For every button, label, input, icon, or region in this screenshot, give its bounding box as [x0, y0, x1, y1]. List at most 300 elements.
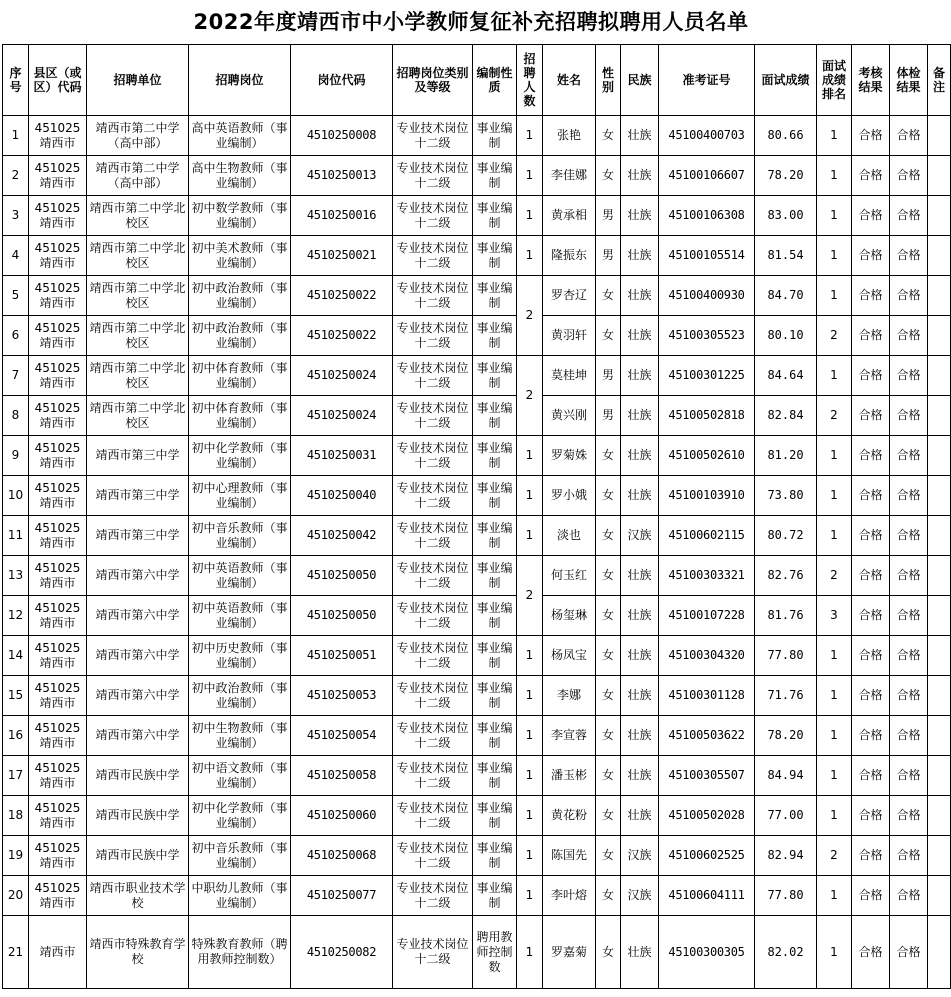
remarks-cell	[928, 796, 951, 836]
candidate-name-cell: 罗杏辽	[543, 276, 596, 316]
candidate-name-cell: 李佳娜	[543, 156, 596, 196]
row-number-cell: 13	[3, 556, 29, 596]
ethnicity-cell: 壮族	[621, 796, 659, 836]
candidate-name-cell: 李宣蓉	[543, 716, 596, 756]
post-category-cell: 专业技术岗位十二级	[393, 276, 473, 316]
assessment-result-cell: 合格	[852, 396, 890, 436]
table-row	[3, 716, 951, 756]
admission-ticket-cell: 45100301225	[659, 356, 755, 396]
candidate-name-cell: 陈国先	[543, 836, 596, 876]
ethnicity-cell: 壮族	[621, 716, 659, 756]
hiring-count-cell: 1	[517, 156, 543, 196]
admission-ticket-cell: 45100604111	[659, 876, 755, 916]
post-category-cell: 专业技术岗位十二级	[393, 876, 473, 916]
hiring-count-cell: 1	[517, 116, 543, 156]
staffing-nature-cell: 事业编制	[473, 196, 517, 236]
interview-rank-cell: 1	[817, 876, 852, 916]
table-row	[3, 436, 951, 476]
hiring-post-cell: 初中政治教师（事业编制）	[189, 676, 291, 716]
gender-cell: 男	[596, 196, 621, 236]
interview-rank-cell: 1	[817, 116, 852, 156]
gender-cell: 女	[596, 156, 621, 196]
admission-ticket-cell: 45100105514	[659, 236, 755, 276]
post-code-cell: 4510250077	[291, 876, 393, 916]
post-code-cell: 4510250082	[291, 916, 393, 989]
row-number-cell: 5	[3, 276, 29, 316]
post-code-cell: 4510250024	[291, 396, 393, 436]
remarks-cell	[928, 156, 951, 196]
interview-rank-cell: 1	[817, 156, 852, 196]
medical-result-cell: 合格	[890, 636, 928, 676]
remarks-cell	[928, 236, 951, 276]
admission-ticket-cell: 45100400930	[659, 276, 755, 316]
gender-cell: 女	[596, 556, 621, 596]
post-code-cell: 4510250060	[291, 796, 393, 836]
candidate-name-cell: 罗小娥	[543, 476, 596, 516]
staffing-nature-cell: 事业编制	[473, 516, 517, 556]
remarks-cell	[928, 556, 951, 596]
staffing-nature-cell: 事业编制	[473, 636, 517, 676]
medical-result-cell: 合格	[890, 276, 928, 316]
assessment-result-cell: 合格	[852, 116, 890, 156]
remarks-cell	[928, 756, 951, 796]
row-number-cell: 20	[3, 876, 29, 916]
table-row	[3, 556, 951, 596]
remarks-cell	[928, 356, 951, 396]
candidate-name-cell: 淡也	[543, 516, 596, 556]
interview-score-cell: 77.80	[755, 876, 817, 916]
staffing-nature-cell: 事业编制	[473, 716, 517, 756]
remarks-cell	[928, 876, 951, 916]
remarks-cell	[928, 716, 951, 756]
ethnicity-cell: 壮族	[621, 676, 659, 716]
hiring-post-cell: 初中语文教师（事业编制）	[189, 756, 291, 796]
gender-cell: 女	[596, 756, 621, 796]
medical-result-cell: 合格	[890, 796, 928, 836]
gender-cell: 女	[596, 596, 621, 636]
assessment-result-cell: 合格	[852, 636, 890, 676]
column-header: 姓名	[543, 45, 596, 116]
post-category-cell: 专业技术岗位十二级	[393, 676, 473, 716]
assessment-result-cell: 合格	[852, 916, 890, 989]
interview-score-cell: 77.00	[755, 796, 817, 836]
hiring-post-cell: 初中化学教师（事业编制）	[189, 796, 291, 836]
ethnicity-cell: 壮族	[621, 196, 659, 236]
interview-rank-cell: 1	[817, 236, 852, 276]
interview-rank-cell: 1	[817, 636, 852, 676]
gender-cell: 女	[596, 436, 621, 476]
ethnicity-cell: 壮族	[621, 396, 659, 436]
county-code-cell: 451025 靖西市	[29, 236, 87, 276]
assessment-result-cell: 合格	[852, 836, 890, 876]
county-code-cell: 451025 靖西市	[29, 276, 87, 316]
post-code-cell: 4510250054	[291, 716, 393, 756]
interview-rank-cell: 1	[817, 516, 852, 556]
interview-rank-cell: 1	[817, 476, 852, 516]
post-code-cell: 4510250008	[291, 116, 393, 156]
hiring-count-cell: 2	[517, 276, 543, 356]
interview-rank-cell: 1	[817, 356, 852, 396]
post-code-cell: 4510250050	[291, 556, 393, 596]
admission-ticket-cell: 45100502610	[659, 436, 755, 476]
row-number-cell: 14	[3, 636, 29, 676]
hiring-post-cell: 初中音乐教师（事业编制）	[189, 836, 291, 876]
post-category-cell: 专业技术岗位十二级	[393, 836, 473, 876]
interview-rank-cell: 1	[817, 676, 852, 716]
medical-result-cell: 合格	[890, 116, 928, 156]
ethnicity-cell: 汉族	[621, 836, 659, 876]
medical-result-cell: 合格	[890, 436, 928, 476]
row-number-cell: 11	[3, 516, 29, 556]
candidate-name-cell: 黄羽轩	[543, 316, 596, 356]
hiring-unit-cell: 靖西市第二中学北校区	[87, 316, 189, 356]
post-code-cell: 4510250040	[291, 476, 393, 516]
hiring-unit-cell: 靖西市第六中学	[87, 676, 189, 716]
row-number-cell: 6	[3, 316, 29, 356]
row-number-cell: 17	[3, 756, 29, 796]
hiring-post-cell: 高中生物教师（事业编制）	[189, 156, 291, 196]
staffing-nature-cell: 事业编制	[473, 276, 517, 316]
staffing-nature-cell: 事业编制	[473, 316, 517, 356]
remarks-cell	[928, 196, 951, 236]
post-code-cell: 4510250021	[291, 236, 393, 276]
assessment-result-cell: 合格	[852, 516, 890, 556]
staffing-nature-cell: 事业编制	[473, 836, 517, 876]
remarks-cell	[928, 916, 951, 989]
interview-score-cell: 80.72	[755, 516, 817, 556]
hiring-count-cell: 1	[517, 876, 543, 916]
staffing-nature-cell: 事业编制	[473, 356, 517, 396]
row-number-cell: 3	[3, 196, 29, 236]
remarks-cell	[928, 836, 951, 876]
ethnicity-cell: 壮族	[621, 276, 659, 316]
row-number-cell: 2	[3, 156, 29, 196]
staffing-nature-cell: 事业编制	[473, 676, 517, 716]
column-header: 招聘单位	[87, 45, 189, 116]
table-row	[3, 836, 951, 876]
column-header: 编制性质	[473, 45, 517, 116]
post-category-cell: 专业技术岗位十二级	[393, 396, 473, 436]
post-category-cell: 专业技术岗位十二级	[393, 556, 473, 596]
hiring-count-cell: 1	[517, 676, 543, 716]
column-header: 招聘岗位类别及等级	[393, 45, 473, 116]
interview-score-cell: 78.20	[755, 156, 817, 196]
gender-cell: 女	[596, 876, 621, 916]
table-row	[3, 236, 951, 276]
post-category-cell: 专业技术岗位十二级	[393, 636, 473, 676]
admission-ticket-cell: 45100300305	[659, 916, 755, 989]
ethnicity-cell: 壮族	[621, 556, 659, 596]
table-row	[3, 116, 951, 156]
hiring-post-cell: 初中生物教师（事业编制）	[189, 716, 291, 756]
county-code-cell: 451025 靖西市	[29, 756, 87, 796]
admission-ticket-cell: 45100503622	[659, 716, 755, 756]
column-header: 考核结果	[852, 45, 890, 116]
medical-result-cell: 合格	[890, 316, 928, 356]
interview-score-cell: 84.70	[755, 276, 817, 316]
admission-ticket-cell: 45100103910	[659, 476, 755, 516]
table-row	[3, 916, 951, 989]
hiring-unit-cell: 靖西市第二中学北校区	[87, 356, 189, 396]
gender-cell: 女	[596, 316, 621, 356]
column-header: 备注	[928, 45, 951, 116]
hiring-roster-table	[2, 44, 951, 989]
table-row	[3, 396, 951, 436]
interview-rank-cell: 2	[817, 836, 852, 876]
row-number-cell: 8	[3, 396, 29, 436]
admission-ticket-cell: 45100502818	[659, 396, 755, 436]
hiring-count-cell: 1	[517, 836, 543, 876]
post-code-cell: 4510250053	[291, 676, 393, 716]
staffing-nature-cell: 事业编制	[473, 596, 517, 636]
post-code-cell: 4510250051	[291, 636, 393, 676]
hiring-unit-cell: 靖西市第六中学	[87, 556, 189, 596]
hiring-count-cell: 1	[517, 716, 543, 756]
county-code-cell: 451025 靖西市	[29, 396, 87, 436]
candidate-name-cell: 杨凤宝	[543, 636, 596, 676]
candidate-name-cell: 莫桂坤	[543, 356, 596, 396]
gender-cell: 女	[596, 796, 621, 836]
hiring-post-cell: 中职幼儿教师（事业编制）	[189, 876, 291, 916]
medical-result-cell: 合格	[890, 596, 928, 636]
interview-score-cell: 73.80	[755, 476, 817, 516]
medical-result-cell: 合格	[890, 196, 928, 236]
interview-rank-cell: 3	[817, 596, 852, 636]
post-code-cell: 4510250031	[291, 436, 393, 476]
medical-result-cell: 合格	[890, 916, 928, 989]
staffing-nature-cell: 事业编制	[473, 116, 517, 156]
row-number-cell: 12	[3, 596, 29, 636]
hiring-unit-cell: 靖西市民族中学	[87, 756, 189, 796]
table-row	[3, 796, 951, 836]
county-code-cell: 451025 靖西市	[29, 356, 87, 396]
staffing-nature-cell: 事业编制	[473, 396, 517, 436]
hiring-post-cell: 初中英语教师（事业编制）	[189, 556, 291, 596]
post-code-cell: 4510250058	[291, 756, 393, 796]
post-category-cell: 专业技术岗位十二级	[393, 716, 473, 756]
post-category-cell: 专业技术岗位十二级	[393, 476, 473, 516]
row-number-cell: 16	[3, 716, 29, 756]
county-code-cell: 451025 靖西市	[29, 596, 87, 636]
remarks-cell	[928, 316, 951, 356]
hiring-unit-cell: 靖西市民族中学	[87, 796, 189, 836]
staffing-nature-cell: 事业编制	[473, 556, 517, 596]
county-code-cell: 451025 靖西市	[29, 436, 87, 476]
medical-result-cell: 合格	[890, 676, 928, 716]
table-row	[3, 516, 951, 556]
interview-rank-cell: 2	[817, 556, 852, 596]
interview-score-cell: 84.64	[755, 356, 817, 396]
post-code-cell: 4510250050	[291, 596, 393, 636]
table-row	[3, 156, 951, 196]
hiring-unit-cell: 靖西市第二中学北校区	[87, 396, 189, 436]
row-number-cell: 1	[3, 116, 29, 156]
candidate-name-cell: 黄兴刚	[543, 396, 596, 436]
county-code-cell: 451025 靖西市	[29, 116, 87, 156]
medical-result-cell: 合格	[890, 236, 928, 276]
admission-ticket-cell: 45100304320	[659, 636, 755, 676]
gender-cell: 女	[596, 836, 621, 876]
column-header: 招聘岗位	[189, 45, 291, 116]
medical-result-cell: 合格	[890, 516, 928, 556]
medical-result-cell: 合格	[890, 556, 928, 596]
post-category-cell: 专业技术岗位十二级	[393, 916, 473, 989]
ethnicity-cell: 壮族	[621, 356, 659, 396]
county-code-cell: 451025 靖西市	[29, 716, 87, 756]
assessment-result-cell: 合格	[852, 436, 890, 476]
assessment-result-cell: 合格	[852, 476, 890, 516]
gender-cell: 女	[596, 716, 621, 756]
medical-result-cell: 合格	[890, 716, 928, 756]
hiring-count-cell: 1	[517, 236, 543, 276]
hiring-count-cell: 1	[517, 756, 543, 796]
county-code-cell: 451025 靖西市	[29, 796, 87, 836]
remarks-cell	[928, 476, 951, 516]
ethnicity-cell: 壮族	[621, 316, 659, 356]
ethnicity-cell: 壮族	[621, 156, 659, 196]
interview-score-cell: 82.84	[755, 396, 817, 436]
row-number-cell: 7	[3, 356, 29, 396]
interview-rank-cell: 1	[817, 756, 852, 796]
candidate-name-cell: 潘玉彬	[543, 756, 596, 796]
admission-ticket-cell: 45100106607	[659, 156, 755, 196]
post-code-cell: 4510250013	[291, 156, 393, 196]
admission-ticket-cell: 45100305507	[659, 756, 755, 796]
table-row	[3, 276, 951, 316]
table-row	[3, 316, 951, 356]
remarks-cell	[928, 436, 951, 476]
county-code-cell: 451025 靖西市	[29, 876, 87, 916]
remarks-cell	[928, 276, 951, 316]
ethnicity-cell: 壮族	[621, 596, 659, 636]
post-category-cell: 专业技术岗位十二级	[393, 756, 473, 796]
assessment-result-cell: 合格	[852, 356, 890, 396]
ethnicity-cell: 壮族	[621, 436, 659, 476]
post-category-cell: 专业技术岗位十二级	[393, 436, 473, 476]
row-number-cell: 18	[3, 796, 29, 836]
interview-score-cell: 78.20	[755, 716, 817, 756]
gender-cell: 男	[596, 236, 621, 276]
hiring-post-cell: 初中美术教师（事业编制）	[189, 236, 291, 276]
county-code-cell: 451025 靖西市	[29, 196, 87, 236]
ethnicity-cell: 壮族	[621, 236, 659, 276]
row-number-cell: 10	[3, 476, 29, 516]
hiring-post-cell: 初中心理教师（事业编制）	[189, 476, 291, 516]
remarks-cell	[928, 596, 951, 636]
admission-ticket-cell: 45100602115	[659, 516, 755, 556]
post-code-cell: 4510250022	[291, 316, 393, 356]
hiring-unit-cell: 靖西市第二中学北校区	[87, 196, 189, 236]
interview-score-cell: 82.94	[755, 836, 817, 876]
ethnicity-cell: 壮族	[621, 636, 659, 676]
medical-result-cell: 合格	[890, 836, 928, 876]
ethnicity-cell: 壮族	[621, 476, 659, 516]
interview-score-cell: 81.54	[755, 236, 817, 276]
hiring-post-cell: 初中音乐教师（事业编制）	[189, 516, 291, 556]
hiring-post-cell: 初中政治教师（事业编制）	[189, 316, 291, 356]
column-header: 岗位代码	[291, 45, 393, 116]
hiring-unit-cell: 靖西市职业技术学校	[87, 876, 189, 916]
hiring-unit-cell: 靖西市第二中学（高中部）	[87, 116, 189, 156]
table-body	[3, 116, 951, 989]
ethnicity-cell: 壮族	[621, 116, 659, 156]
staffing-nature-cell: 事业编制	[473, 236, 517, 276]
document-title: 2022年度靖西市中小学教师复征补充招聘拟聘用人员名单	[193, 10, 749, 34]
gender-cell: 男	[596, 396, 621, 436]
assessment-result-cell: 合格	[852, 756, 890, 796]
remarks-cell	[928, 516, 951, 556]
gender-cell: 女	[596, 476, 621, 516]
table-row	[3, 596, 951, 636]
hiring-post-cell: 初中体育教师（事业编制）	[189, 356, 291, 396]
assessment-result-cell: 合格	[852, 196, 890, 236]
column-header: 准考证号	[659, 45, 755, 116]
county-code-cell: 451025 靖西市	[29, 316, 87, 356]
ethnicity-cell: 壮族	[621, 756, 659, 796]
post-category-cell: 专业技术岗位十二级	[393, 516, 473, 556]
assessment-result-cell: 合格	[852, 556, 890, 596]
staffing-nature-cell: 事业编制	[473, 476, 517, 516]
county-code-cell: 451025 靖西市	[29, 676, 87, 716]
hiring-unit-cell: 靖西市特殊教育学校	[87, 916, 189, 989]
hiring-count-cell: 1	[517, 796, 543, 836]
county-code-cell: 451025 靖西市	[29, 516, 87, 556]
hiring-count-cell: 1	[517, 636, 543, 676]
gender-cell: 女	[596, 636, 621, 676]
admission-ticket-cell: 45100602525	[659, 836, 755, 876]
candidate-name-cell: 黄花粉	[543, 796, 596, 836]
hiring-unit-cell: 靖西市第三中学	[87, 516, 189, 556]
post-category-cell: 专业技术岗位十二级	[393, 196, 473, 236]
remarks-cell	[928, 636, 951, 676]
row-number-cell: 15	[3, 676, 29, 716]
hiring-unit-cell: 靖西市第二中学北校区	[87, 236, 189, 276]
post-category-cell: 专业技术岗位十二级	[393, 796, 473, 836]
row-number-cell: 19	[3, 836, 29, 876]
post-code-cell: 4510250024	[291, 356, 393, 396]
staffing-nature-cell: 聘用教师控制数	[473, 916, 517, 989]
table-row	[3, 356, 951, 396]
county-code-cell: 451025 靖西市	[29, 836, 87, 876]
hiring-unit-cell: 靖西市民族中学	[87, 836, 189, 876]
hiring-post-cell: 特殊教育教师（聘用教师控制数）	[189, 916, 291, 989]
post-category-cell: 专业技术岗位十二级	[393, 356, 473, 396]
hiring-post-cell: 初中历史教师（事业编制）	[189, 636, 291, 676]
candidate-name-cell: 罗菊姝	[543, 436, 596, 476]
hiring-unit-cell: 靖西市第三中学	[87, 476, 189, 516]
hiring-unit-cell: 靖西市第二中学（高中部）	[87, 156, 189, 196]
remarks-cell	[928, 116, 951, 156]
hiring-post-cell: 初中数学教师（事业编制）	[189, 196, 291, 236]
hiring-unit-cell: 靖西市第二中学北校区	[87, 276, 189, 316]
table-row	[3, 676, 951, 716]
column-header: 面试成绩	[755, 45, 817, 116]
hiring-post-cell: 高中英语教师（事业编制）	[189, 116, 291, 156]
assessment-result-cell: 合格	[852, 716, 890, 756]
candidate-name-cell: 张艳	[543, 116, 596, 156]
table-row	[3, 876, 951, 916]
hiring-post-cell: 初中体育教师（事业编制）	[189, 396, 291, 436]
assessment-result-cell: 合格	[852, 236, 890, 276]
post-category-cell: 专业技术岗位十二级	[393, 156, 473, 196]
staffing-nature-cell: 事业编制	[473, 796, 517, 836]
interview-rank-cell: 1	[817, 796, 852, 836]
row-number-cell: 9	[3, 436, 29, 476]
medical-result-cell: 合格	[890, 876, 928, 916]
hiring-count-cell: 2	[517, 556, 543, 636]
staffing-nature-cell: 事业编制	[473, 156, 517, 196]
interview-score-cell: 71.76	[755, 676, 817, 716]
